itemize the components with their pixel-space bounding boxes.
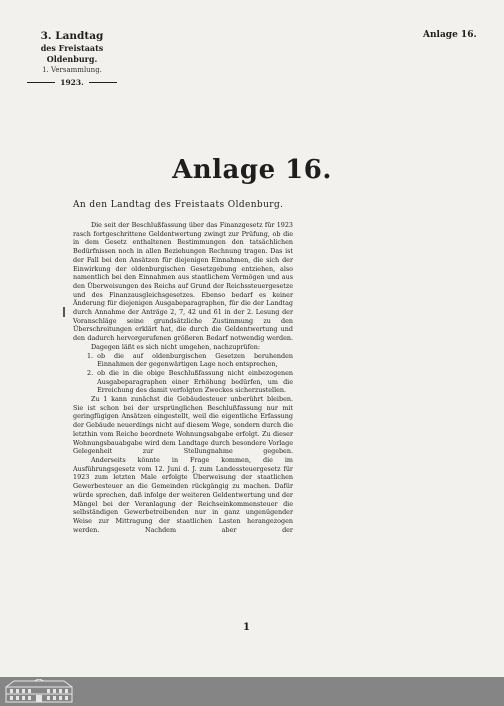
landtag-label: 3. Landtag xyxy=(40,30,104,42)
list-text: ob die in die obige Beschlußfassung nicht einbezogenen Ausgabeparagraphen einer Erhöhung bedürfen, um die Erreichung des damit verfolgten Zweckes sicherzustellen. xyxy=(97,368,293,395)
header-left-block xyxy=(22,30,122,89)
page-number: 1 xyxy=(243,622,250,633)
body-text xyxy=(73,221,293,534)
year-label: 1923. xyxy=(60,78,84,87)
address-line: An den Landtag des Freistaats Oldenburg. xyxy=(73,200,284,210)
page-title: Anlage 16. xyxy=(172,155,332,185)
list-item xyxy=(73,352,293,369)
list-number: 2. xyxy=(87,368,94,377)
running-header-anlage: Anlage 16. xyxy=(423,30,477,40)
viewer-footer-bar xyxy=(0,677,504,706)
freistaat-label: des Freistaats Oldenburg. xyxy=(40,43,104,64)
paragraph: Zu 1 kann zunächst die Gebäudesteuer unberührt bleiben. Sie ist schon bei der ursprünglichen Beschlußfassung nur mit geringfügigen Ansätzen eingestellt, weil die eigentliche Erfassung der Gebäude neuerdings nicht auf diesem Wege, sondern durch die letzthin vom Reiche beordnete Wohnungsabgabe erfolgt. Zu dieser Wohnungsbauabgabe wird dem Landtage durch besondere Vorlage Gelegenheit zur Stellungnahme gegeben. xyxy=(73,395,293,456)
year-line xyxy=(22,76,122,89)
divider xyxy=(89,82,117,83)
paragraph: Dagegen läßt es sich nicht umgehen, nachzuprüfen: xyxy=(91,342,261,351)
paragraph: Die seit der Beschlußfassung über das Finanzgesetz für 1923 rasch fortgeschrittene Geldentwertung zwingt zur Prüfung, ob die in dem Gesetz enthaltenen Bestimmungen den tatsächlichen Bedürfnissen noch in allen Beziehungen Rechnung tragen. Das ist der Fall bei den Ansätzen für diejenigen Einnahmen, die sich der Einwirkung der oldenburgischen Gesetzgebung entziehen, also namentlich bei den Einnahmen aus staatlichem Vermögen und aus den Überweisungen des Reichs auf Grund der Reichssteuergesetze und des Finanzausgleichsgesetzes. Ebenso bedarf es keiner Änderung für diejenigen Ausgabeparagraphen, für die der Landtag durch Annahme der Anträge 2, 7, 42 und 61 in der 2. Lesung der Voranschläge seine grundsätzliche Zustimmung zu den Überschreitungen erklärt hat, die durch die Geldentwertung und den dadurch hervorgerufenen größeren Bedarf notwendig werden. xyxy=(73,221,293,343)
margin-speck xyxy=(63,307,65,317)
list-number: 1. xyxy=(87,351,94,360)
versammlung-label: 1. Versammlung. xyxy=(42,66,102,74)
paragraph: Anderseits könnte in Frage kommen, die im Ausführungsgesetz vom 12. Juni d. J. zum Landessteuergesetz für 1923 zum letzten Male erfolgte Überweisung der staatlichen Gewerbesteuer an die Gemeinden rückgängig zu machen. Dafür würde sprechen, daß infolge der weiteren Geldentwertung und der Mängel bei der Veranlagung der Reichseinkommensteuer die selbständigen Gewerbetreibenden nur in ganz ungenügender Weise zur Mittragung der staatlichen Lasten herangezogen werden. Nachdem aber der xyxy=(73,455,293,534)
building-logo-icon xyxy=(4,679,74,704)
list-item xyxy=(73,369,293,395)
list-text: ob die auf oldenburgischen Gesetzen beruhenden Einnahmen der gegenwärtigen Lage noch entsprechen, xyxy=(97,351,293,369)
divider xyxy=(27,82,55,83)
